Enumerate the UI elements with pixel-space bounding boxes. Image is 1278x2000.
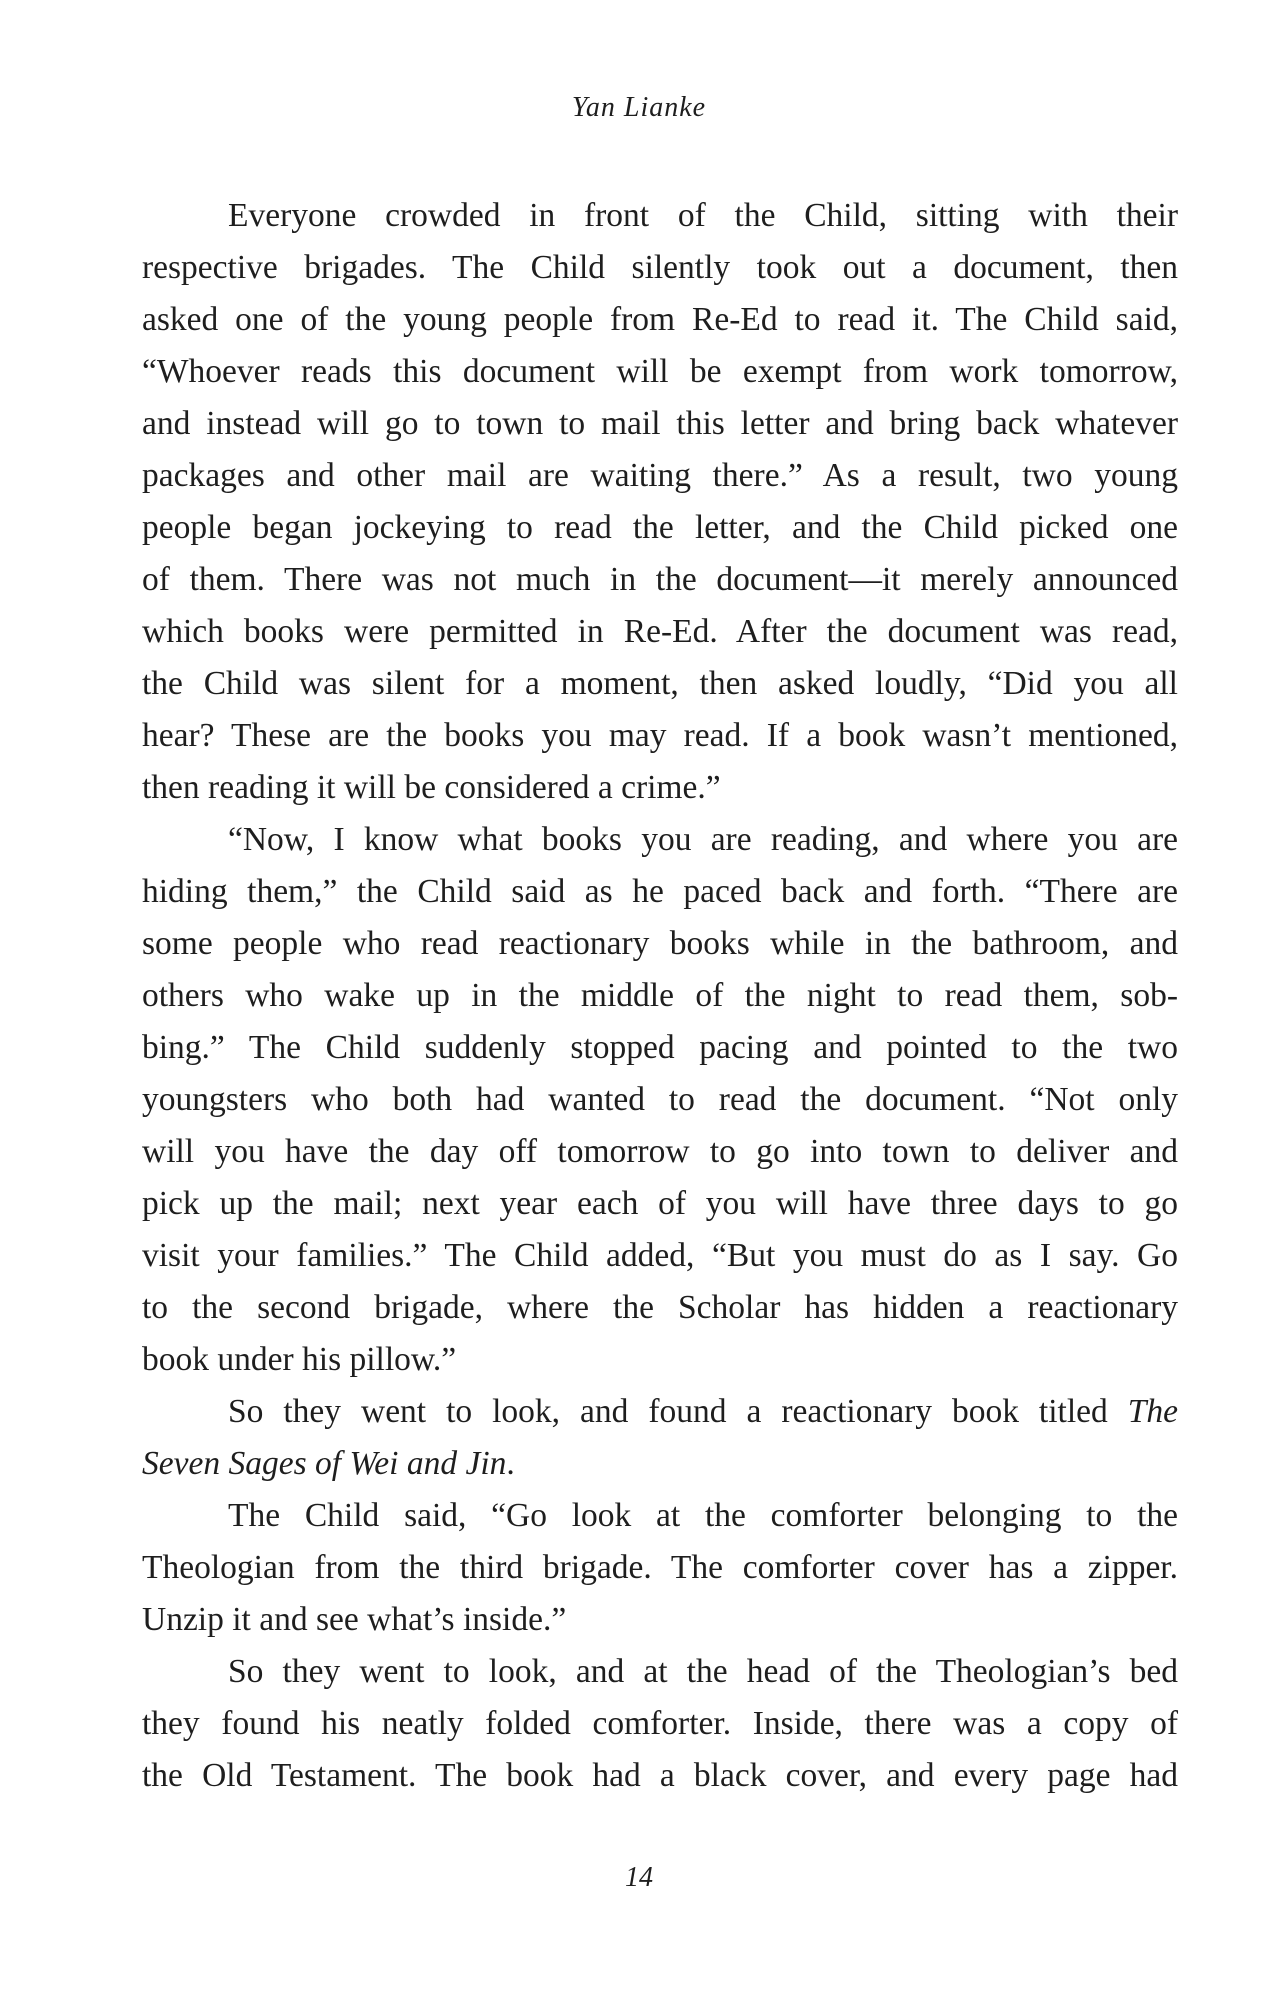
line-text: they found his neatly folded comforter. Inside, there was a copy of (142, 1705, 1178, 1742)
line-text: youngsters who both had wanted to read the document. “Not only (142, 1081, 1178, 1118)
text-line (142, 1074, 1178, 1126)
line-text: So they went to look, and at the head of the Theologian’s bed (228, 1653, 1178, 1690)
line-tail: . (506, 1445, 515, 1482)
line-text: which books were permitted in Re-Ed. After the document was read, (142, 613, 1178, 650)
line-text: others who wake up in the middle of the night to read them, sob- (142, 977, 1178, 1014)
text-line (142, 710, 1178, 762)
line-text: Unzip it and see what’s inside.” (142, 1601, 567, 1638)
text-line (142, 190, 1178, 242)
line-text: the Old Testament. The book had a black cover, and every page had (142, 1757, 1178, 1794)
text-line (142, 1646, 1178, 1698)
line-text: The Child said, “Go look at the comforter belonging to the (228, 1497, 1178, 1534)
page-number: 14 (625, 1862, 653, 1893)
line-text: So they went to look, and found a reactionary book titled (228, 1393, 1108, 1430)
text-line (142, 1594, 1178, 1646)
text-line (142, 398, 1178, 450)
text-line (142, 1022, 1178, 1074)
line-text: “Now, I know what books you are reading, and where you are (228, 821, 1178, 858)
text-line (142, 1750, 1178, 1802)
text-line (142, 1386, 1178, 1438)
line-text: some people who read reactionary books while in the bathroom, and (142, 925, 1178, 962)
line-text: Theologian from the third brigade. The comforter cover has a zipper. (142, 1549, 1178, 1586)
line-text: of them. There was not much in the document—it merely announced (142, 561, 1178, 598)
line-text: to the second brigade, where the Scholar has hidden a reactionary (142, 1289, 1178, 1326)
text-line (142, 450, 1178, 502)
text-line (142, 1282, 1178, 1334)
book-title-italic: Seven Sages of Wei and Jin (142, 1445, 507, 1482)
text-line (142, 1334, 1178, 1386)
text-line (142, 554, 1178, 606)
line-text: asked one of the young people from Re-Ed to read it. The Child said, (142, 301, 1178, 338)
text-line (142, 970, 1178, 1022)
line-text: bing.” The Child suddenly stopped pacing and pointed to the two (142, 1029, 1178, 1066)
text-line (142, 1126, 1178, 1178)
line-text: the Child was silent for a moment, then asked loudly, “Did you all (142, 665, 1178, 702)
line-text: visit your families.” The Child added, “But you must do as I say. Go (142, 1237, 1178, 1274)
text-line (142, 918, 1178, 970)
text-line (142, 1178, 1178, 1230)
text-line (142, 1490, 1178, 1542)
text-line (142, 1698, 1178, 1750)
line-text: Everyone crowded in front of the Child, sitting with their (228, 197, 1178, 234)
line-text: will you have the day off tomorrow to go into town to deliver and (142, 1133, 1178, 1170)
line-text: “Whoever reads this document will be exempt from work tomorrow, (142, 353, 1178, 390)
text-line (142, 242, 1178, 294)
line-text: respective brigades. The Child silently took out a document, then (142, 249, 1178, 286)
text-line (142, 1542, 1178, 1594)
line-text: pick up the mail; next year each of you will have three days to go (142, 1185, 1178, 1222)
book-title-italic: The (1127, 1393, 1179, 1430)
text-line (142, 658, 1178, 710)
text-line (142, 346, 1178, 398)
line-text: hiding them,” the Child said as he paced back and forth. “There are (142, 873, 1178, 910)
text-line (142, 1438, 1178, 1490)
text-line (142, 294, 1178, 346)
line-text: hear? These are the books you may read. If a book wasn’t mentioned, (142, 717, 1178, 754)
text-line (142, 1230, 1178, 1282)
line-text: then reading it will be considered a crime.” (142, 769, 721, 806)
text-line (142, 762, 1178, 814)
text-line (142, 814, 1178, 866)
text-line (142, 866, 1178, 918)
line-text: book under his pillow.” (142, 1341, 457, 1378)
body-text (142, 190, 1178, 1802)
text-line (142, 606, 1178, 658)
line-text: packages and other mail are waiting there.” As a result, two young (142, 457, 1178, 494)
text-line (142, 502, 1178, 554)
line-text: and instead will go to town to mail this letter and bring back whatever (142, 405, 1178, 442)
line-text: people began jockeying to read the letter, and the Child picked one (142, 509, 1178, 546)
running-head: Yan Lianke (571, 92, 707, 123)
